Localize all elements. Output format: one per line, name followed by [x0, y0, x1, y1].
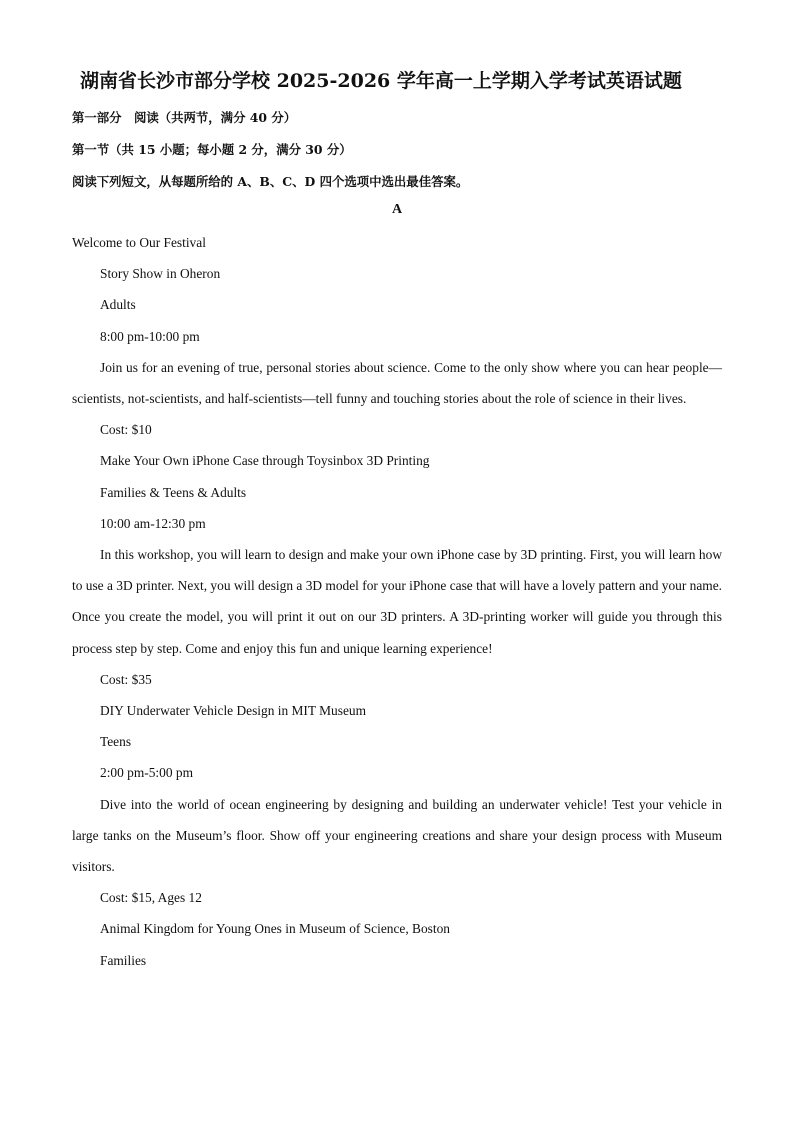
event-description: Dive into the world of ocean engineering by designing and building an underwater vehicle! Test your vehicle in large tanks on the Museum’s floor. Show off your engineering creations and share your design process with Museum visitors. — [72, 796, 722, 875]
event-name: Make Your Own iPhone Case through Toysinbox 3D Printing — [100, 453, 430, 469]
exam-title: 湖南省长沙市部分学校 2025-2026 学年高一上学期入学考试英语试题 — [80, 70, 682, 92]
event-description: Join us for an evening of true, personal stories about science. Come to the only show where you can hear people—scientists, not-scientists, and half-scientists—tell funny and touching stories about the role of science in their lives. — [72, 359, 722, 407]
event-cost: Cost: $15, Ages 12 — [100, 890, 202, 906]
event-name: Story Show in Oheron — [100, 266, 221, 282]
event-name: DIY Underwater Vehicle Design in MIT Museum — [100, 703, 367, 719]
event-time: 10:00 am-12:30 pm — [100, 515, 206, 531]
passage-label: A — [391, 202, 403, 217]
passage-intro: Welcome to Our Festival — [72, 235, 206, 250]
section-heading: 第一节（共 15 小题；每小题 2 分，满分 30 分） — [72, 142, 352, 157]
event-time: 2:00 pm-5:00 pm — [100, 765, 193, 781]
event-time: 8:00 pm-10:00 pm — [100, 328, 200, 344]
passage-body — [72, 227, 722, 976]
event-name: Animal Kingdom for Young Ones in Museum of Science, Boston — [100, 921, 450, 937]
event-audience: Teens — [100, 734, 132, 750]
event-audience: Adults — [100, 297, 136, 313]
instruction-text: 阅读下列短文，从每题所给的 A、B、C、D 四个选项中选出最佳答案。 — [72, 174, 469, 189]
event-cost: Cost: $35 — [100, 671, 152, 687]
event-audience: Families & Teens & Adults — [100, 484, 247, 500]
event-description: In this workshop, you will learn to design and make your own iPhone case by 3D printing. First, you will learn how to use a 3D printer. Next, you will design a 3D model for your iPhone case that will have a lovely pattern and your name. Once you create the model, you will print it out on our 3D printers. A 3D-printing worker will guide you through this process step by step. Come and enjoy this fun and unique learning experience! — [72, 547, 722, 656]
part-heading: 第一部分 阅读（共两节，满分 40 分） — [72, 110, 297, 125]
event-audience: Families — [100, 952, 147, 968]
event-cost: Cost: $10 — [100, 422, 152, 438]
